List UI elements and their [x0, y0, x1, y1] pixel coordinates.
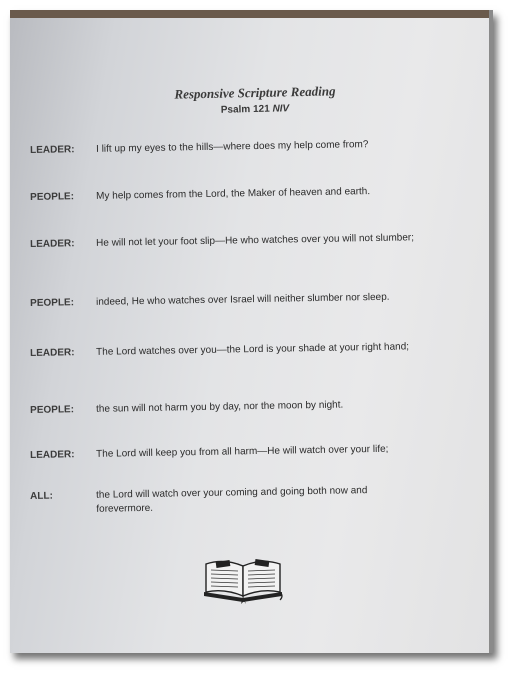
- paper-edge-shadow: [489, 10, 493, 653]
- reading-text: the sun will not harm you by day, nor the moon by night.: [96, 399, 344, 415]
- reading-role: LEADER:: [30, 347, 75, 359]
- reading-text: My help comes from the Lord, the Maker of heaven and earth.: [96, 186, 371, 202]
- reading-row: [30, 290, 410, 309]
- paper-sheet: [10, 18, 493, 653]
- reading-row: [30, 340, 410, 359]
- reading-role: LEADER:: [30, 449, 75, 461]
- reading-row: [30, 137, 410, 156]
- subtitle-reference: Psalm 121: [220, 103, 270, 116]
- reading-text: The Lord will keep you from all harm—He will watch over your life;: [96, 443, 389, 460]
- subtitle-version: NIV: [272, 103, 290, 115]
- reading-role: PEOPLE:: [30, 404, 75, 416]
- reading-text: indeed, He who watches over Israel will neither slumber nor sleep.: [96, 291, 390, 308]
- reading-role: PEOPLE:: [30, 191, 75, 203]
- reading-row: [30, 184, 410, 203]
- reading-role: LEADER:: [30, 238, 75, 250]
- reading-row: [30, 231, 415, 250]
- reading-row: [30, 442, 410, 461]
- holy-bible-icon: [200, 554, 286, 604]
- reading-text: the Lord will watch over your coming and going both now and forevermore.: [96, 485, 368, 515]
- reading-role: ALL:: [30, 490, 53, 502]
- reading-text: The Lord watches over you—the Lord is your shade at your right hand;: [96, 341, 410, 358]
- reading-row: [30, 397, 410, 416]
- photo-frame: [10, 10, 493, 653]
- reading-row: [30, 483, 410, 515]
- reading-role: LEADER:: [30, 144, 75, 156]
- reading-text: I lift up my eyes to the hills—where does my help come from?: [96, 139, 369, 155]
- reading-text: He will not let your foot slip—He who watches over you will not slumber;: [96, 232, 415, 249]
- document-title: Responsive Scripture Reading: [174, 83, 336, 102]
- reading-role: PEOPLE:: [30, 297, 75, 309]
